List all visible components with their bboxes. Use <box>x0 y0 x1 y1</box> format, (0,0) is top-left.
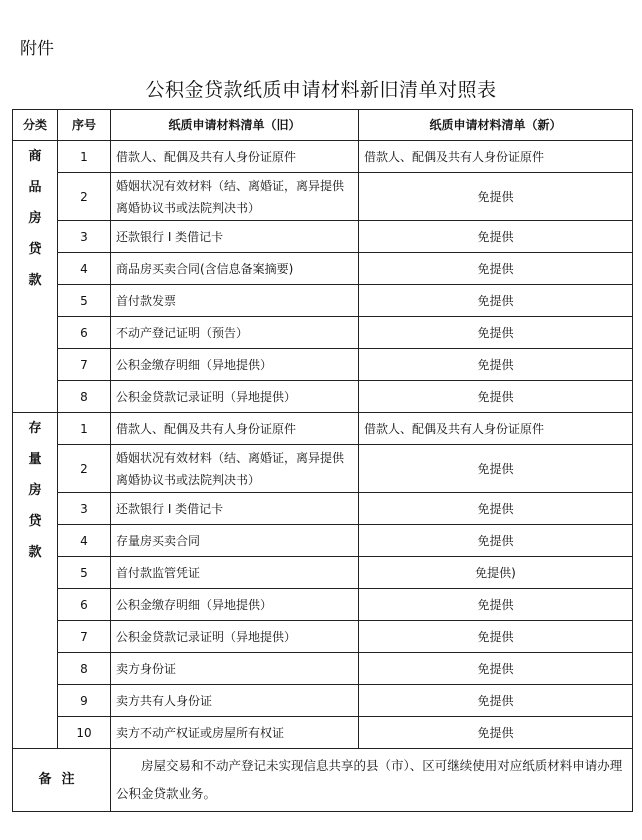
old-material: 婚姻状况有效材料（结、离婚证，离异提供离婚协议书或法院判决书） <box>111 445 359 493</box>
old-material: 商品房买卖合同(含信息备案摘要) <box>111 253 359 285</box>
row-number: 7 <box>58 621 111 653</box>
old-material: 公积金缴存明细（异地提供） <box>111 589 359 621</box>
row-number: 6 <box>58 589 111 621</box>
old-material: 首付款监管凭证 <box>111 557 359 589</box>
new-material: 免提供 <box>359 253 633 285</box>
table-row <box>13 413 633 445</box>
category-char: 房 <box>28 483 42 498</box>
old-material: 婚姻状况有效材料（结、离婚证，离异提供离婚协议书或法院判决书） <box>111 173 359 221</box>
old-material: 借款人、配偶及共有人身份证原件 <box>111 413 359 445</box>
table-row <box>13 589 633 621</box>
column-header-number: 序号 <box>58 110 111 141</box>
new-material: 免提供 <box>359 285 633 317</box>
row-number: 8 <box>58 381 111 413</box>
new-material: 借款人、配偶及共有人身份证原件 <box>359 141 633 173</box>
category-char: 商 <box>28 149 42 164</box>
old-material: 公积金缴存明细（异地提供） <box>111 349 359 381</box>
table-row <box>13 221 633 253</box>
row-number: 4 <box>58 253 111 285</box>
new-material: 免提供 <box>359 317 633 349</box>
category-cell <box>13 413 58 749</box>
old-material: 还款银行 I 类借记卡 <box>111 221 359 253</box>
table-row <box>13 621 633 653</box>
category-char: 贷 <box>28 514 42 529</box>
table-row <box>13 349 633 381</box>
row-number: 2 <box>58 445 111 493</box>
old-material: 不动产登记证明（预告） <box>111 317 359 349</box>
table-row <box>13 173 633 221</box>
old-material: 还款银行 I 类借记卡 <box>111 493 359 525</box>
attachment-label: 附件 <box>20 39 54 59</box>
old-material: 公积金贷款记录证明（异地提供） <box>111 621 359 653</box>
materials-table <box>12 109 633 812</box>
row-number: 6 <box>58 317 111 349</box>
table-row <box>13 685 633 717</box>
remark-row <box>13 749 633 812</box>
remark-label: 备注 <box>13 749 111 812</box>
new-material: 借款人、配偶及共有人身份证原件 <box>359 413 633 445</box>
old-material: 首付款发票 <box>111 285 359 317</box>
row-number: 1 <box>58 141 111 173</box>
category-char: 房 <box>28 211 42 226</box>
new-material: 免提供 <box>359 525 633 557</box>
new-material: 免提供 <box>359 493 633 525</box>
table-row <box>13 653 633 685</box>
new-material: 免提供 <box>359 221 633 253</box>
table-row <box>13 445 633 493</box>
category-char: 贷 <box>28 242 42 257</box>
document-title: 公积金贷款纸质申请材料新旧清单对照表 <box>145 79 497 101</box>
category-char: 存 <box>28 421 42 436</box>
table-body <box>13 141 633 812</box>
old-material: 存量房买卖合同 <box>111 525 359 557</box>
category-cell <box>13 141 58 413</box>
row-number: 3 <box>58 221 111 253</box>
table-row <box>13 493 633 525</box>
old-material: 借款人、配偶及共有人身份证原件 <box>111 141 359 173</box>
new-material: 免提供 <box>359 685 633 717</box>
table-row <box>13 525 633 557</box>
row-number: 5 <box>58 557 111 589</box>
row-number: 1 <box>58 413 111 445</box>
category-char: 品 <box>28 180 42 195</box>
new-material: 免提供 <box>359 349 633 381</box>
new-material: 免提供 <box>359 589 633 621</box>
new-material: 免提供) <box>359 557 633 589</box>
new-material: 免提供 <box>359 445 633 493</box>
old-material: 卖方身份证 <box>111 653 359 685</box>
old-material: 公积金贷款记录证明（异地提供） <box>111 381 359 413</box>
category-char: 款 <box>28 545 42 560</box>
new-material: 免提供 <box>359 173 633 221</box>
row-number: 8 <box>58 653 111 685</box>
row-number: 7 <box>58 349 111 381</box>
table-header-row <box>13 110 633 141</box>
table-row <box>13 717 633 749</box>
old-material: 卖方不动产权证或房屋所有权证 <box>111 717 359 749</box>
table-row <box>13 141 633 173</box>
new-material: 免提供 <box>359 621 633 653</box>
row-number: 4 <box>58 525 111 557</box>
table-row <box>13 557 633 589</box>
table-row <box>13 253 633 285</box>
table-row <box>13 317 633 349</box>
new-material: 免提供 <box>359 717 633 749</box>
category-char: 款 <box>28 273 42 288</box>
table-row <box>13 285 633 317</box>
row-number: 9 <box>58 685 111 717</box>
row-number: 2 <box>58 173 111 221</box>
new-material: 免提供 <box>359 381 633 413</box>
new-material: 免提供 <box>359 653 633 685</box>
column-header-old-list: 纸质申请材料清单（旧） <box>111 110 359 141</box>
row-number: 10 <box>58 717 111 749</box>
row-number: 5 <box>58 285 111 317</box>
column-header-new-list: 纸质申请材料清单（新） <box>359 110 633 141</box>
category-char: 量 <box>28 452 42 467</box>
row-number: 3 <box>58 493 111 525</box>
old-material: 卖方共有人身份证 <box>111 685 359 717</box>
table-row <box>13 381 633 413</box>
column-header-category: 分类 <box>13 110 58 141</box>
remark-text: 房屋交易和不动产登记未实现信息共享的县（市）、区可继续使用对应纸质材料申请办理公积金贷款业务。 <box>111 749 633 812</box>
